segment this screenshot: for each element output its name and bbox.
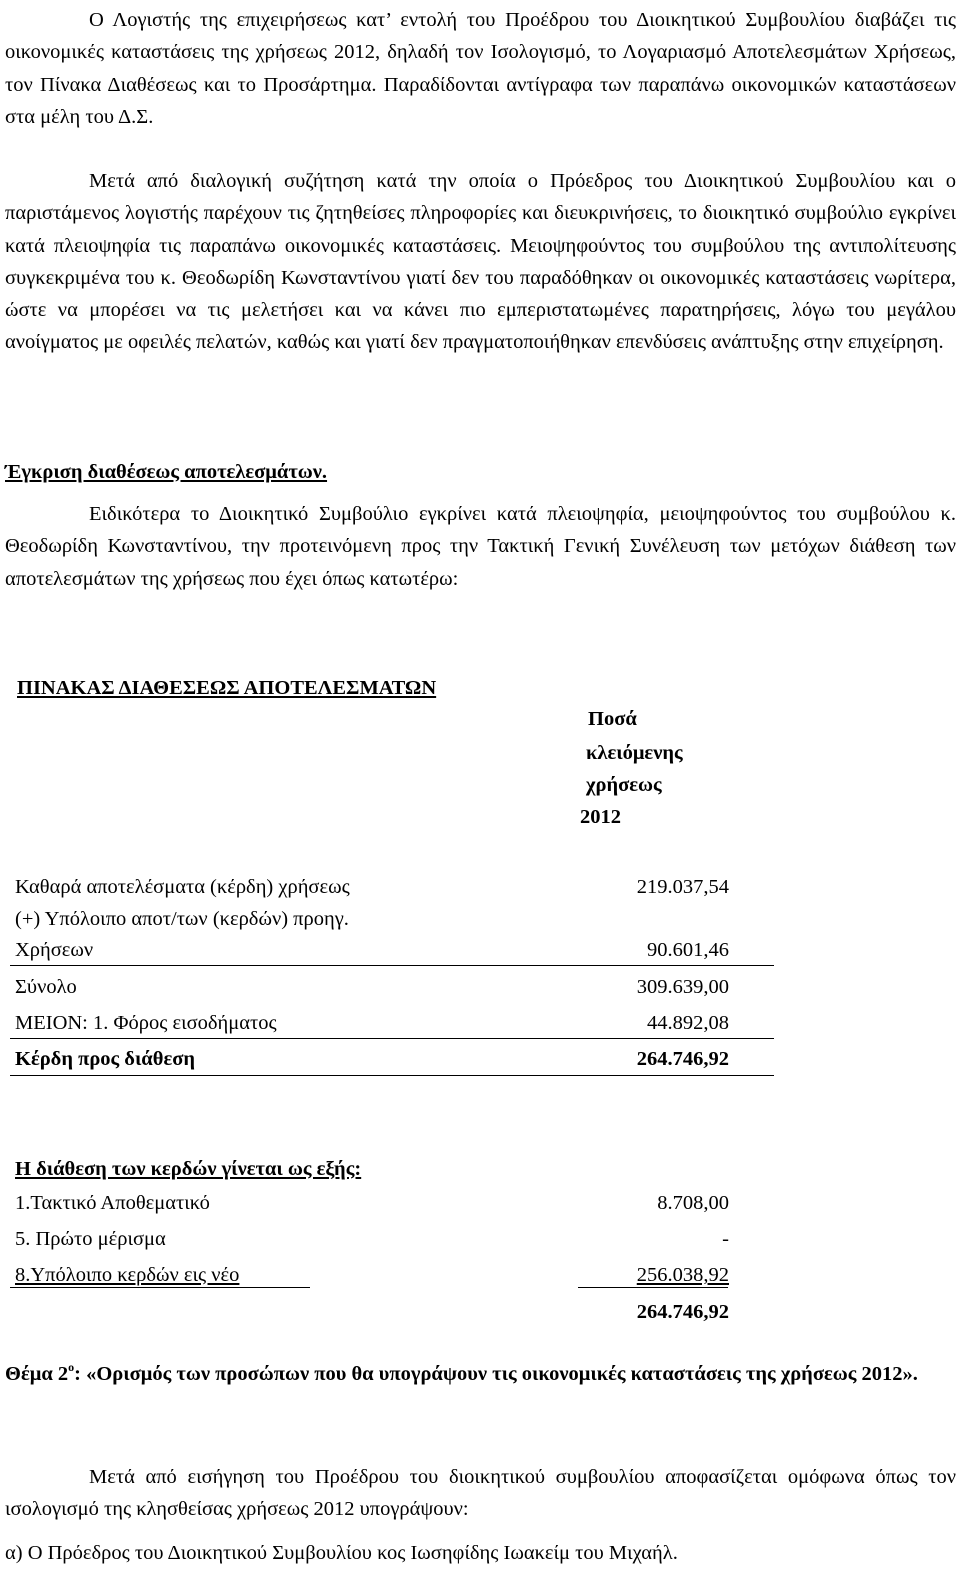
item-first-dividend-value: -	[722, 1228, 729, 1250]
item-statutory-reserve-label: 1.Τακτικό Αποθεματικό	[15, 1192, 210, 1214]
col-header-line-1: Ποσά	[588, 708, 637, 730]
paragraph-signatories: Μετά από εισήγηση του Προέδρου του διοικητικού συμβουλίου αποφασίζεται ομόφωνα όπως τον ισολογισμό της κλησθείσας χρήσεως 2012 υπογράψουν:	[5, 1466, 956, 1521]
row-total-label: Σύνολο	[15, 976, 77, 998]
row-income-tax-value: 44.892,08	[647, 1012, 729, 1034]
item-first-dividend-label: 5. Πρώτο μέρισμα	[15, 1228, 166, 1250]
rule-before-total	[10, 965, 774, 966]
col-header-line-3: χρήσεως	[586, 774, 662, 796]
topic-2-superscript: ο	[68, 1360, 75, 1374]
paragraph-board-approval: Ειδικότερα το Διοικητικό Συμβούλιο εγκρίνει κατά πλειοψηφία, μειοψηφούντος του συμβούλου κ. Θεοδωρίδη Κωνσταντίνου, την προτεινόμενη προς την Τακτική Γενική Συνέλευση των μετόχων διάθεση των αποτελεσμάτων της χρήσεως που έχει όπως κατωτέρω:	[5, 503, 956, 590]
row-prior-balance-label-2: Χρήσεων	[15, 939, 94, 961]
item-statutory-reserve-value: 8.708,00	[657, 1192, 729, 1214]
row-net-results-label: Καθαρά αποτελέσματα (κέρδη) χρήσεως	[15, 876, 350, 898]
row-prior-balance-value: 90.601,46	[647, 939, 729, 961]
table-title: ΠΙΝΑΚΑΣ ΔΙΑΘΕΣΕΩΣ ΑΠΟΤΕΛΕΣΜΑΤΩΝ	[17, 677, 437, 699]
row-total-value: 309.639,00	[636, 976, 729, 998]
distribution-heading: Η διάθεση των κερδών γίνεται ως εξής:	[15, 1158, 362, 1180]
col-header-line-4: 2012	[580, 806, 621, 828]
rule-under-retained-value	[578, 1287, 728, 1288]
row-prior-balance-label-1: (+) Υπόλοιπο αποτ/των (κερδών) προηγ.	[15, 908, 349, 930]
col-header-line-2: κλειόμενης	[586, 742, 683, 764]
row-distributable-value: 264.746,92	[636, 1048, 729, 1070]
rule-under-retained-label	[10, 1287, 310, 1288]
rule-after-distributable	[10, 1075, 774, 1076]
heading-approval-distribution	[5, 456, 956, 488]
topic-2-prefix: Θέμα 2	[5, 1363, 69, 1385]
item-retained-earnings-value: 256.038,92	[636, 1264, 729, 1286]
row-income-tax-label: ΜΕΙΟΝ: 1. Φόρος εισοδήματος	[15, 1012, 277, 1034]
row-net-results-value: 219.037,54	[636, 876, 729, 898]
paragraph-signatory-chairman: α) Ο Πρόεδρος του Διοικητικού Συμβουλίου κος Ιωσηφίδης Ιωακείμ του Μιχαήλ.	[5, 1542, 678, 1564]
paragraph-discussion: Μετά από διαλογική συζήτηση κατά την οποία ο Πρόεδρος του Διοικητικού Συμβουλίου και ο παριστάμενος λογιστής παρέχουν τις ζητηθείσες πληροφορίες και διευκρινήσεις, το διοικητικό συμβούλιο εγκρίνει κατά πλειοψηφία τις παραπάνω οικονομικές καταστάσεις. Μειοψηφούντος του συμβούλου της αντιπολίτευσης συγκεκριμένα του κ. Θεοδωρίδη Κωνσταντίνου γιατί δεν του παραδόθηκαν οι οικονομικές καταστάσεις νωρίτερα, ώστε να μπορέσει να τις μελετήσει και να κάνει πιο εμπεριστατωμένες παρατηρήσεις, λόγω του μεγάλου ανοίγματος με οφειλές πελατών, καθώς και γιατί δεν πραγματοποιήθηκαν επενδύσεις ανάπτυξης στην επιχείρηση.	[5, 170, 956, 354]
topic-2-text: : «Ορισμός των προσώπων που θα υπογράψουν τις οικονομικές καταστάσεις της χρήσεως 2012».	[74, 1363, 918, 1385]
rule-before-distributable	[10, 1038, 774, 1039]
distribution-total-value: 264.746,92	[636, 1301, 729, 1323]
paragraph-accountant-reading: Ο Λογιστής της επιχειρήσεως κατ’ εντολή του Προέδρου του Διοικητικού Συμβουλίου διαβάζει τις οικονομικές καταστάσεις της χρήσεως 2012, δηλαδή τον Ισολογισμό, το Λογαριασμό Αποτελεσμάτων Χρήσεως, τον Πίνακα Διαθέσεως και το Προσάρτημα. Παραδίδονται αντίγραφα των παραπάνω οικονομικών καταστάσεων στα μέλη του Δ.Σ.	[5, 9, 956, 128]
topic-2-heading	[5, 1358, 956, 1390]
row-distributable-label: Κέρδη προς διάθεση	[15, 1048, 195, 1070]
heading-approval-distribution-text: Έγκριση διαθέσεως αποτελεσμάτων.	[5, 461, 328, 483]
item-retained-earnings-label: 8.Υπόλοιπο κερδών εις νέο	[15, 1264, 240, 1286]
